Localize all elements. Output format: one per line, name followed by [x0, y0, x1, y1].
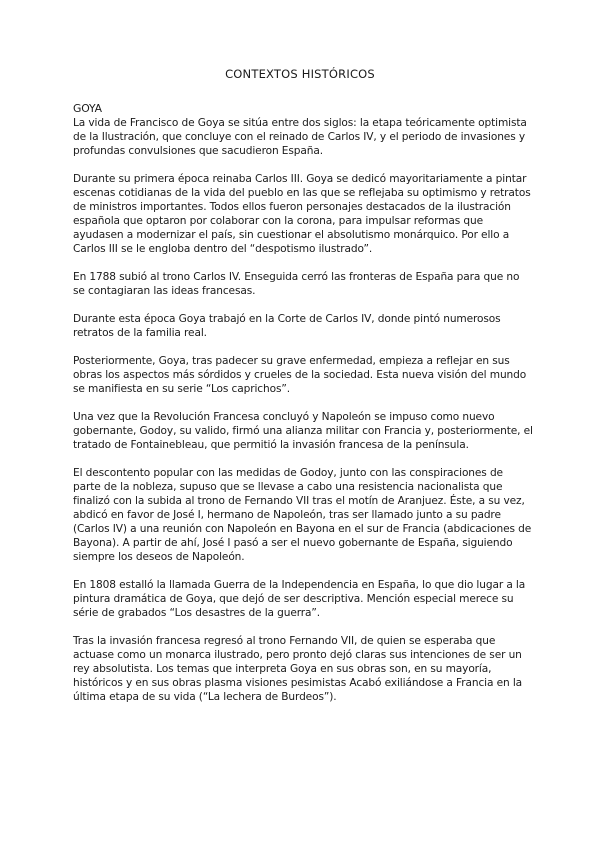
paragraph: Tras la invasión francesa regresó al trono Fernando VII, de quien se esperaba que actuase como un monarca ilustrado, pero pronto dejó claras sus intenciones de ser un rey absolutista. Los temas que interpreta Goya en sus obras son, en su mayoría, históricos y en sus obras plasma visiones pesimistas Acabó exiliándose a Francia en la última etapa de su vida (“La lechera de Burdeos”).	[73, 635, 523, 703]
paragraph: La vida de Francisco de Goya se sitúa entre dos siglos: la etapa teóricamente optimista de la Ilustración, que concluye con el reinado de Carlos IV, y el periodo de invasiones y profundas convulsiones que sacudieron España.	[73, 117, 527, 157]
paragraph: Posteriormente, Goya, tras padecer su grave enfermedad, empieza a reflejar en sus obras los aspectos más sórdidos y crueles de la sociedad. Esta nueva visión del mundo se manifiesta en su serie “Los caprichos”.	[73, 355, 527, 395]
page-title: CONTEXTOS HISTÓRICOS	[225, 67, 375, 81]
section-heading: GOYA	[73, 102, 102, 115]
paragraph: Durante su primera época reinaba Carlos III. Goya se dedicó mayoritariamente a pintar escenas cotidianas de la vida del pueblo en las que se reflejaba su optimismo y retratos de ministros importantes. Todos ellos fueron personajes destacados de la ilustración española que optaron por colaborar con la corona, para impulsar reformas que ayudasen a modernizar el país, sin cuestionar el absolutismo monárquico. Por ello a Carlos III se le engloba dentro del “despotismo ilustrado”.	[73, 173, 531, 255]
paragraph: Durante esta época Goya trabajó en la Corte de Carlos IV, donde pintó numerosos retratos de la familia real.	[73, 313, 501, 339]
paragraph: Una vez que la Revolución Francesa concluyó y Napoleón se impuso como nuevo gobernante, Godoy, su valido, firmó una alianza militar con Francia y, posteriormente, el tratado de Fontainebleau, que permitió la invasión francesa de la península.	[73, 411, 533, 451]
paragraph: En 1788 subió al trono Carlos IV. Enseguida cerró las fronteras de España para que no se contagiaran las ideas francesas.	[73, 271, 520, 297]
paragraph: El descontento popular con las medidas de Godoy, junto con las conspiraciones de parte de la nobleza, supuso que se llevase a cabo una resistencia nacionalista que finalizó con la subida al trono de Fernando VII tras el motín de Aranjuez. Éste, a su vez, abdicó en favor de José I, hermano de Napoleón, tras ser llamado junto a su padre (Carlos IV) a una reunión con Napoleón en Bayona en el sur de Francia (abdicaciones de Bayona). A partir de ahí, José I pasó a ser el nuevo gobernante de España, siguiendo siempre los deseos de Napoleón.	[73, 467, 532, 563]
paragraph: En 1808 estalló la llamada Guerra de la Independencia en España, lo que dio lugar a la pintura dramática de Goya, que dejó de ser descriptiva. Mención especial merece su série de grabados “Los desastres de la guerra”.	[73, 579, 526, 619]
document-body	[73, 101, 533, 718]
